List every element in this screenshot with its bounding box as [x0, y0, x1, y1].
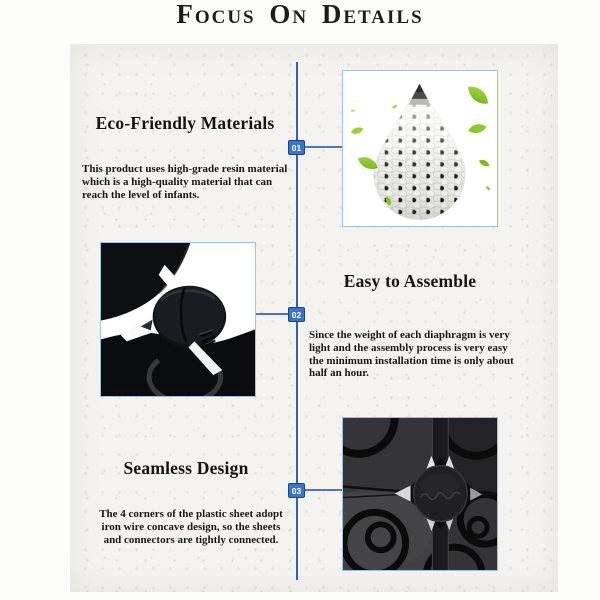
section-1-body [82, 163, 287, 201]
timeline-marker-01: 01 [288, 140, 305, 155]
section-1-heading: Eco-Friendly Materials [95, 113, 275, 133]
panel-connector-photo [343, 418, 497, 570]
body-line: the minimum installation time is only about [309, 354, 514, 367]
section-2-heading: Easy to Assemble [343, 271, 477, 291]
assemble-image [100, 242, 256, 397]
resin-drop-illustration [343, 71, 497, 226]
timeline-marker-03: 03 [288, 483, 305, 498]
connector-line-02 [256, 313, 288, 315]
body-line: half an hour. [309, 367, 369, 380]
connector-line-03 [305, 489, 342, 491]
section-3-body [86, 508, 296, 546]
round-connector-shape [414, 466, 468, 522]
section-3-heading: Seamless Design [123, 458, 249, 478]
round-knob-shape [153, 286, 227, 348]
connector-closeup-photo [101, 243, 255, 396]
body-line: Since the weight of each diaphragm is very [309, 329, 510, 341]
seamless-image [342, 417, 498, 571]
body-line: light and the assembly process is very easy [309, 341, 508, 354]
body-line: reach the level of infants. [82, 188, 200, 201]
body-line: which is a high-quality material that can [82, 175, 273, 188]
body-line: and connectors are tightly connected. [103, 533, 279, 546]
body-line: iron wire concave design, so the sheets [101, 520, 281, 533]
body-line: The 4 corners of the plastic sheet adopt [99, 508, 283, 520]
section-2-body [309, 329, 514, 380]
timeline-marker-02: 02 [288, 307, 305, 322]
page-title: Focus On Details [176, 0, 424, 29]
body-line: This product uses high-grade resin material [82, 163, 288, 175]
eco-materials-image [342, 70, 498, 227]
connector-line-01 [305, 146, 342, 148]
